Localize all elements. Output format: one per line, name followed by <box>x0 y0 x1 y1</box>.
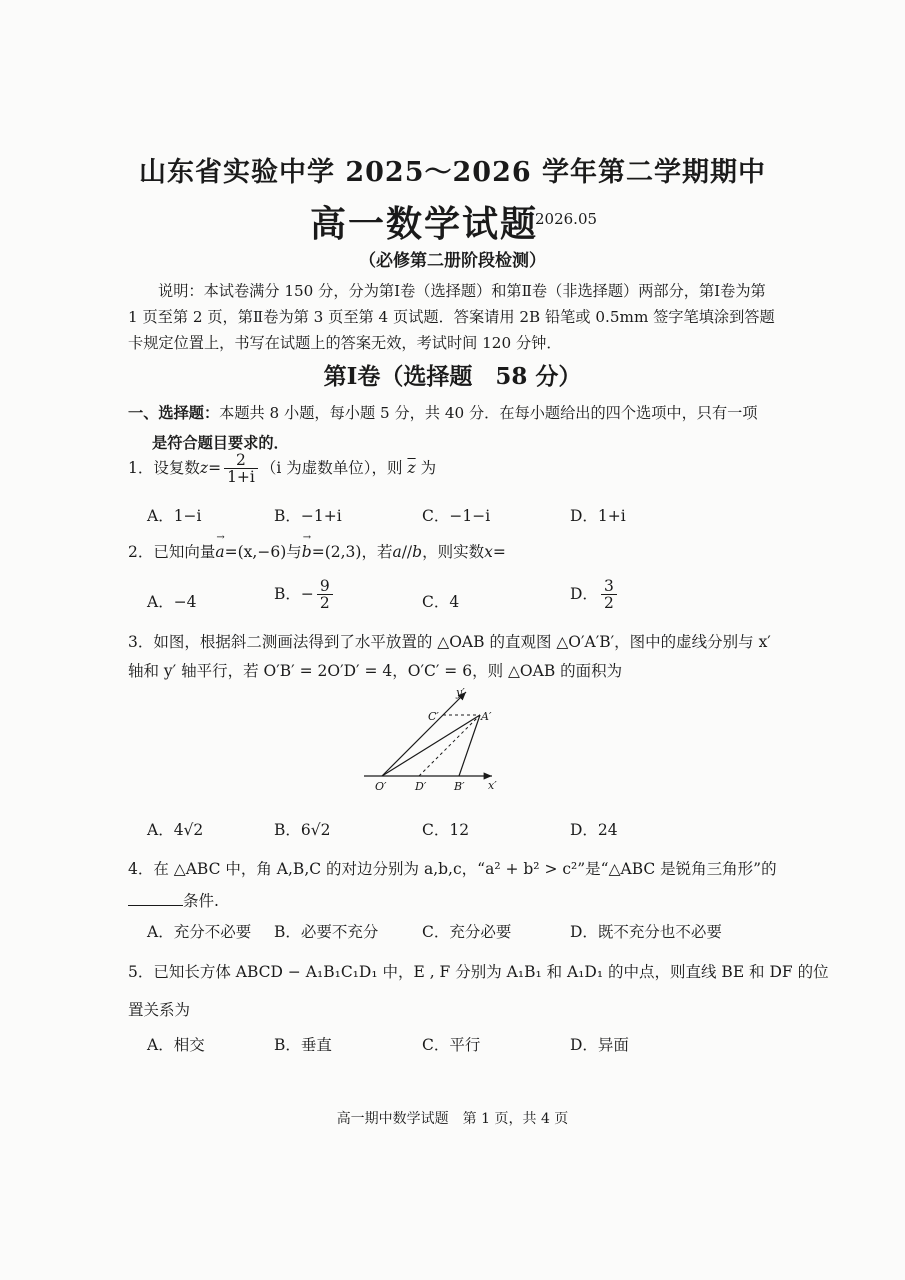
question-4-line-2: 条件. <box>128 889 219 911</box>
question-2-option-a: A．−4 <box>147 593 197 611</box>
dashed-da <box>419 715 480 776</box>
section-1-continuation: 是符合题目要求的． <box>152 434 289 452</box>
question-2-number: 2． <box>128 543 154 561</box>
question-2-option-b: B．− $\frac{9}{2}$ <box>274 578 336 612</box>
question-5-option-b: B．垂直 <box>274 1036 332 1054</box>
question-2-b-value: =(2,3) <box>311 543 362 561</box>
question-5-option-d: D．异面 <box>570 1036 629 1054</box>
label-c-prime: C′ <box>428 710 439 723</box>
question-2-cond-pre: ，若 <box>361 543 393 561</box>
question-1-fraction <box>224 452 258 486</box>
segment-oa <box>382 715 480 776</box>
volume-title: 第Ⅰ卷（选择题 58 分） <box>323 363 582 390</box>
question-1-option-c: C．−1−i <box>422 507 491 525</box>
label-a-prime: A′ <box>481 710 492 723</box>
question-2-x: x <box>484 543 493 561</box>
question-1-zbar: $\overline{z}$ <box>407 458 416 477</box>
question-2-vector-a: → a <box>215 532 225 561</box>
answer-blank <box>128 891 183 906</box>
question-5-line-1: 5．已知长方体 ABCD − A₁B₁C₁D₁ 中，E , F 分别为 A₁B₁ 和 A₁D₁ 的中点，则直线 BE 和 DF 的位 <box>128 963 829 981</box>
question-2-cond-a: a <box>392 543 402 561</box>
subject-title: 高一数学试题 <box>310 203 539 245</box>
question-4-option-d: D．既不充分也不必要 <box>570 923 722 941</box>
question-2-a-value: =(x,−6) <box>224 543 287 561</box>
exam-date: 2026.05 <box>535 210 598 228</box>
question-1-z: z <box>199 458 209 477</box>
label-o-prime: O′ <box>375 780 387 793</box>
question-3-option-b: B．6√2 <box>274 821 331 839</box>
question-2-parallel: // <box>401 543 413 561</box>
question-1 <box>128 452 436 486</box>
question-2 <box>128 532 506 562</box>
label-d-prime: D′ <box>415 780 427 793</box>
question-1-post: 为 <box>420 458 437 477</box>
label-b-prime: B′ <box>454 780 465 793</box>
question-2-tail: = <box>492 543 506 561</box>
question-1-denominator: 1+i <box>227 468 255 487</box>
question-4-option-c: C．充分必要 <box>422 923 512 941</box>
question-2-option-c: C．4 <box>422 593 460 611</box>
exam-scope: （必修第二册阶段检测） <box>359 251 546 271</box>
question-1-number: 1． <box>128 458 154 477</box>
question-4-option-b: B．必要不充分 <box>274 923 379 941</box>
section-1-heading <box>128 398 768 458</box>
section-1-text: 本题共 8 小题，每小题 5 分，共 40 分．在每小题给出的四个选项中，只有一项 <box>219 404 758 422</box>
question-3-option-c: C．12 <box>422 821 470 839</box>
question-2-with: 与 <box>286 543 302 561</box>
question-3-line-1: 3．如图，根据斜二测画法得到了水平放置的 △OAB 的直观图 △O′A′B′，图中的虚线分别与 x′ <box>128 633 771 651</box>
question-1-option-b: B．−1+i <box>274 507 342 525</box>
section-1-lead: 一、选择题： <box>128 404 220 422</box>
question-3-option-d: D．24 <box>570 821 618 839</box>
question-1-pre: 设复数 <box>153 458 200 477</box>
question-1-mid: （i 为虚数单位），则 <box>260 458 403 477</box>
question-2-post: ，则实数 <box>422 543 485 561</box>
y-axis <box>382 692 466 776</box>
question-1-eq: = <box>208 458 222 477</box>
question-3-line-2: 轴和 y′ 轴平行，若 O′B′ = 2O′D′ = 4，O′C′ = 6，则 △OAB 的面积为 <box>128 662 623 680</box>
question-1-option-d: D．1+i <box>570 507 626 525</box>
page-footer: 高一期中数学试题 第 1 页，共 4 页 <box>336 1111 569 1127</box>
question-2-cond-b: b <box>412 543 423 561</box>
question-3-option-a: A．4√2 <box>147 821 204 839</box>
instructions-paragraph: 说明：本试卷满分 150 分，分为第Ⅰ卷（选择题）和第Ⅱ卷（非选择题）两部分，第Ⅰ卷为第 1 页至第 2 页，第Ⅱ卷为第 3 页至第 4 页试题．答案请用 2B 铅笔或 0.5mm 签字笔填涂到答题卡规定位置上，书写在试题上的答案无效，考试时间 120 分钟． <box>128 282 775 352</box>
question-2-option-d: D． $\frac{3}{2}$ <box>570 578 620 612</box>
question-5-option-c: C．平行 <box>422 1036 481 1054</box>
question-1-numerator: 2 <box>224 452 258 469</box>
oblique-projection-figure <box>362 683 502 795</box>
question-5-option-a: A．相交 <box>147 1036 205 1054</box>
question-2-vector-b: → b <box>301 532 312 561</box>
question-4-option-a: A．充分不必要 <box>147 923 252 941</box>
question-2-pre: 已知向量 <box>153 543 216 561</box>
question-4-line-1: 4．在 △ABC 中，角 A,B,C 的对边分别为 a,b,c，“a² + b² > c²”是“△ABC 是锐角三角形”的 <box>128 860 777 878</box>
label-x-prime: x′ <box>488 779 497 792</box>
question-5-line-2: 置关系为 <box>128 1001 191 1019</box>
label-y-prime: y′ <box>456 686 465 699</box>
segment-ab <box>459 715 480 776</box>
school-exam-title: 山东省实验中学 2025～2026 学年第二学期期中 <box>138 157 767 188</box>
question-1-option-a: A．1−i <box>147 507 202 525</box>
